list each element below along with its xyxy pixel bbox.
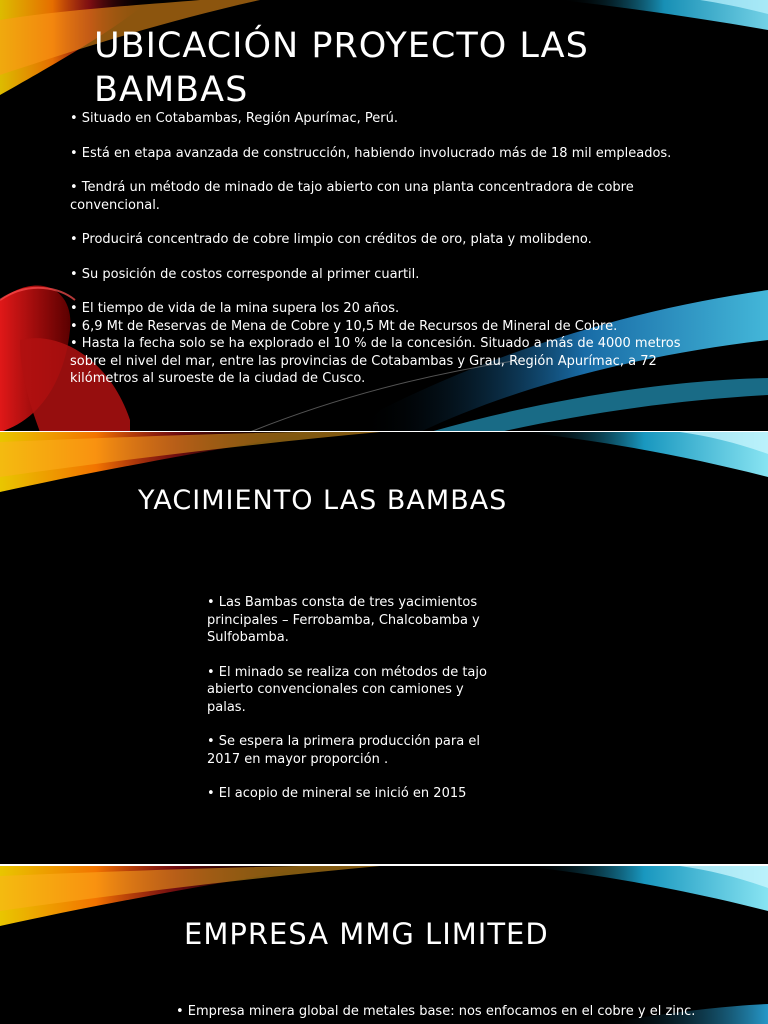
slide-body xyxy=(70,110,700,388)
slide-body xyxy=(176,1003,766,1021)
bullet: • Empresa minera global de metales base: nos enfocamos en el cobre y el zinc. xyxy=(176,1004,696,1019)
slide-empresa xyxy=(0,866,768,1024)
bullet: • Hasta la fecha solo se ha explorado el 10 % de la concesión. Situado a más de 4000 metros sobre el nivel del mar, entre las provincias de Cotabambas y Grau, Región Apurímac, a 72 kilómetros al suroeste de la ciudad de Cusco. xyxy=(70,336,681,386)
bullet: • El acopio de mineral se inició en 2015 xyxy=(207,786,467,801)
slide-ubicacion xyxy=(0,0,768,432)
slide-title: UBICACIÓN PROYECTO LAS BAMBAS xyxy=(94,26,589,110)
bullet: • Se espera la primera producción para el 2017 en mayor proporción . xyxy=(207,734,480,767)
slide-body xyxy=(207,594,487,803)
bullet: • 6,9 Mt de Reservas de Mena de Cobre y 10,5 Mt de Recursos de Mineral de Cobre. xyxy=(70,318,618,334)
bullet: • Su posición de costos corresponde al primer cuartil. xyxy=(70,266,420,282)
bullet: • El minado se realiza con métodos de tajo abierto convencionales con camiones y palas. xyxy=(207,664,487,715)
bullet: • Tendrá un método de minado de tajo abierto con una planta concentradora de cobre convencional. xyxy=(70,180,634,213)
bullet: • Producirá concentrado de cobre limpio con créditos de oro, plata y molibdeno. xyxy=(70,232,592,247)
bullet: • Las Bambas consta de tres yacimientos principales – Ferrobamba, Chalcobamba y Sulfobamba. xyxy=(207,595,480,645)
bullet: • Está en etapa avanzada de construcción, habiendo involucrado más de 18 mil empleados. xyxy=(70,145,672,161)
slide-title: EMPRESA MMG LIMITED xyxy=(184,917,549,951)
bullet: • Situado en Cotabambas, Región Apurímac, Perú. xyxy=(70,111,399,126)
slide-yacimiento xyxy=(0,432,768,864)
bullet: • El tiempo de vida de la mina supera los 20 años. xyxy=(70,301,400,316)
slide-title: YACIMIENTO LAS BAMBAS xyxy=(138,485,508,516)
